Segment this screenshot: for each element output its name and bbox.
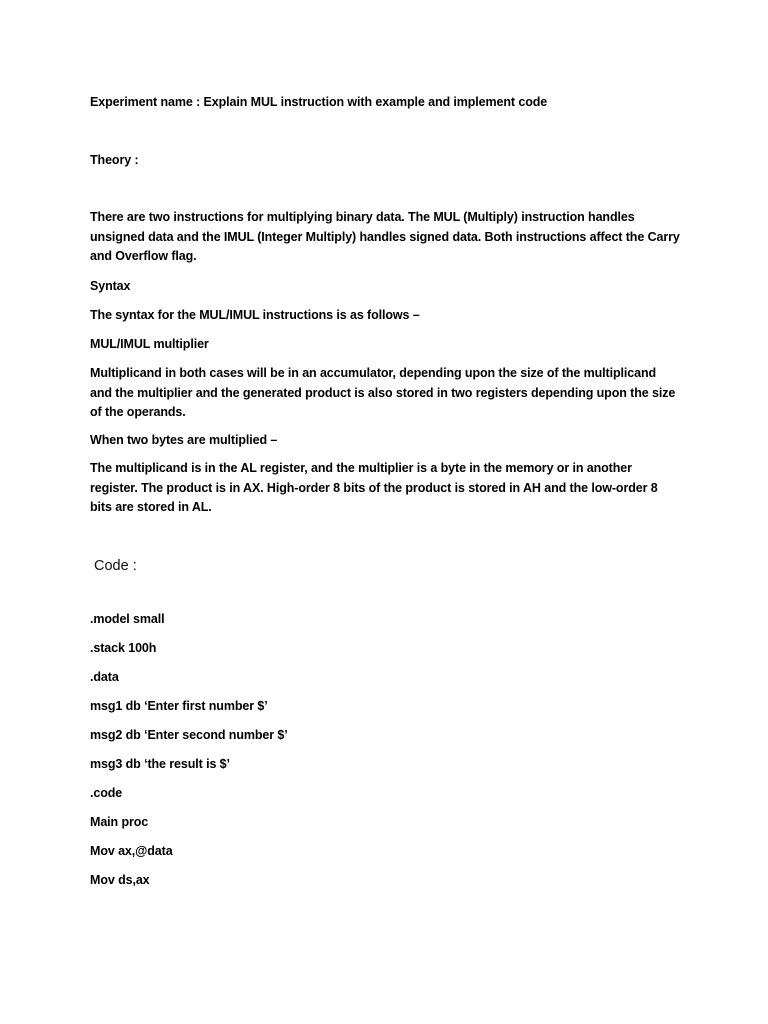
code-heading: Code : <box>94 558 137 574</box>
code-line: Mov ax,@data <box>90 844 173 858</box>
two-bytes-heading: When two bytes are multiplied – <box>90 433 278 447</box>
two-bytes-paragraph: The multiplicand is in the AL register, and the multiplier is a byte in the memory or in another register. The product is in AX. High-order 8 bits of the product is stored in AH and the low-order 8 bits are stored in AL. <box>90 461 658 514</box>
code-line: Main proc <box>90 815 149 829</box>
code-line: msg3 db ‘the result is $’ <box>90 757 230 771</box>
code-line: Mov ds,ax <box>90 873 150 887</box>
syntax-heading: Syntax <box>90 279 131 293</box>
theory-heading: Theory : <box>90 153 139 167</box>
code-line: msg1 db ‘Enter first number $’ <box>90 699 268 713</box>
syntax-paragraph: Multiplicand in both cases will be in an accumulator, depending upon the size of the multiplicand and the multiplier and the generated product is also stored in two registers depending upon the size of the operands. <box>90 366 676 419</box>
syntax-form: MUL/IMUL multiplier <box>90 337 209 351</box>
syntax-intro: The syntax for the MUL/IMUL instructions is as follows – <box>90 308 420 322</box>
code-line: .model small <box>90 612 165 626</box>
experiment-title: Experiment name : Explain MUL instruction with example and implement code <box>90 95 548 109</box>
code-line: .stack 100h <box>90 641 157 655</box>
code-line: msg2 db ‘Enter second number $’ <box>90 728 288 742</box>
code-line: .data <box>90 670 119 684</box>
theory-paragraph: There are two instructions for multiplying binary data. The MUL (Multiply) instruction handles unsigned data and the IMUL (Integer Multiply) handles signed data. Both instructions affect the Carry and Overflow flag. <box>90 210 680 263</box>
code-line: .code <box>90 786 123 800</box>
